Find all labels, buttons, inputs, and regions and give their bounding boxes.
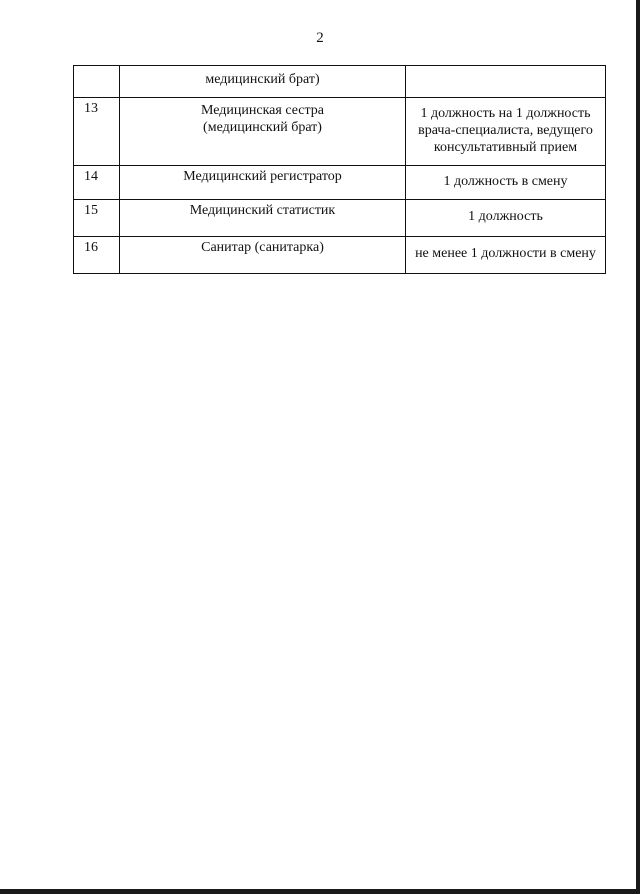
page-number: 2 bbox=[316, 30, 324, 46]
table-row bbox=[74, 200, 606, 237]
norm-cell bbox=[406, 98, 606, 166]
norm-text: врача-специалиста, ведущего bbox=[418, 123, 593, 138]
norm-text: 1 должность на 1 должность bbox=[420, 106, 591, 121]
table-row bbox=[74, 166, 606, 200]
position-text: Санитар (санитарка) bbox=[201, 240, 324, 255]
position-text: Медицинская сестра bbox=[200, 103, 324, 118]
position-text: Медицинский статистик bbox=[189, 203, 336, 218]
norm-text: не менее 1 должности в смену bbox=[415, 246, 596, 261]
norm-cell bbox=[406, 166, 606, 200]
row-number-cell: 15 bbox=[74, 200, 120, 237]
position-cell bbox=[120, 66, 406, 98]
scan-border-bottom bbox=[0, 889, 640, 894]
table-row bbox=[74, 237, 606, 274]
norm-text: 1 должность в смену bbox=[443, 174, 568, 189]
position-cell bbox=[120, 166, 406, 200]
norm-text: 1 должность bbox=[468, 209, 543, 224]
table-row-continuation bbox=[74, 66, 606, 98]
staffing-standards-table bbox=[73, 65, 606, 274]
scan-border-right bbox=[636, 0, 640, 894]
row-number-cell: 13 bbox=[74, 98, 120, 166]
position-text: (медицинский брат) bbox=[203, 120, 322, 135]
position-cell bbox=[120, 200, 406, 237]
norm-cell bbox=[406, 237, 606, 274]
row-number-cell: 16 bbox=[74, 237, 120, 274]
norm-text: консультативный прием bbox=[433, 140, 578, 155]
position-text: Медицинский регистратор bbox=[183, 169, 342, 184]
row-number-cell bbox=[74, 66, 120, 98]
position-cell bbox=[120, 237, 406, 274]
table-row bbox=[74, 98, 606, 166]
norm-cell bbox=[406, 200, 606, 237]
position-text: медицинский брат) bbox=[205, 72, 320, 87]
norm-cell bbox=[406, 66, 606, 98]
row-number-cell: 14 bbox=[74, 166, 120, 200]
position-cell bbox=[120, 98, 406, 166]
